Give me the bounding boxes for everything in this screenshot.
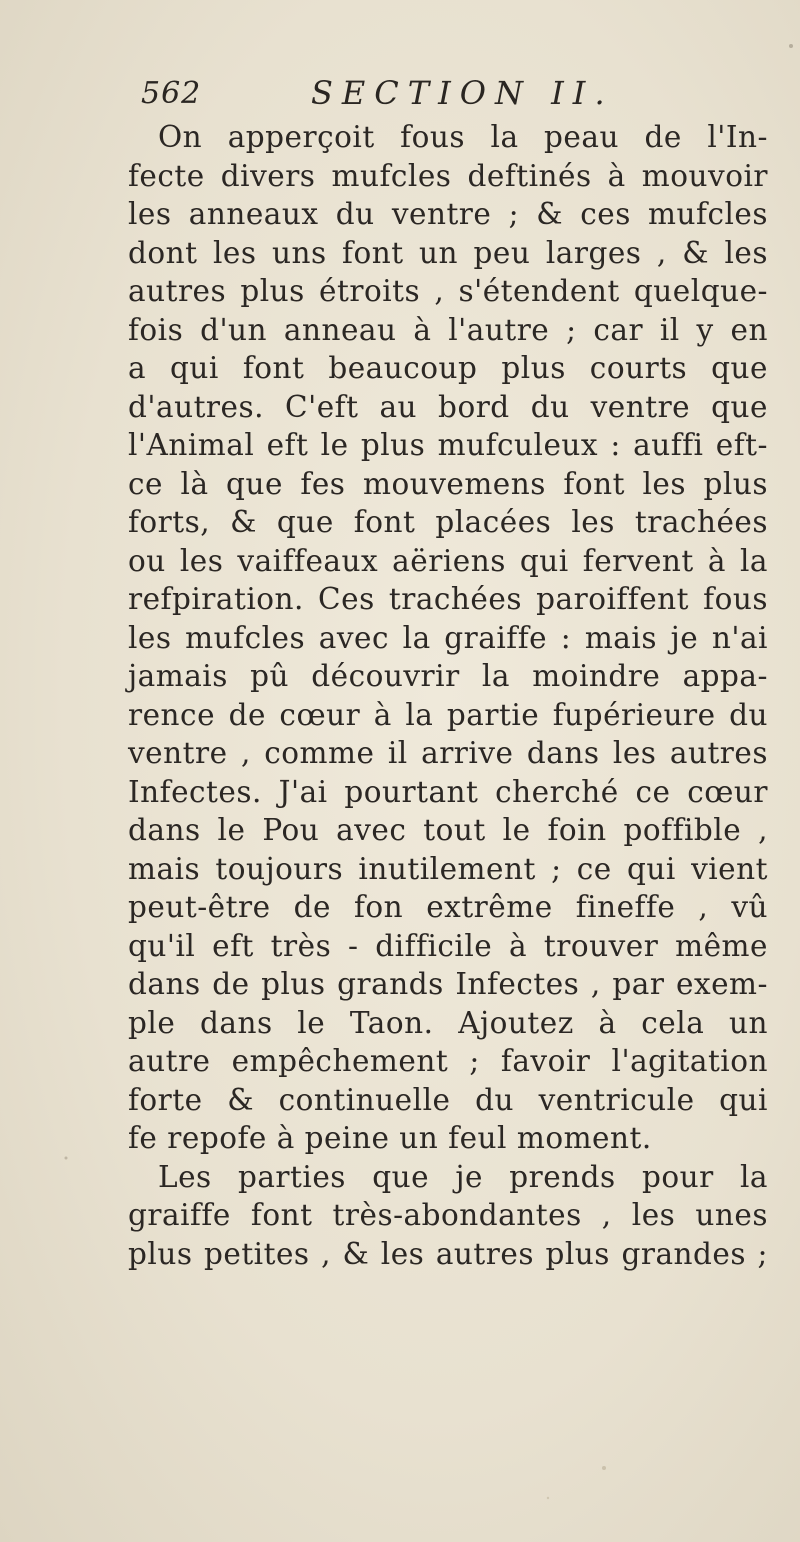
running-head: SECTION II.	[311, 74, 614, 112]
text-line: d'autres. C'eft au bord du ventre que	[128, 389, 768, 424]
text-line: plus petites , & les autres plus grandes ;	[128, 1236, 768, 1271]
text-line: a qui font beaucoup plus courts que	[128, 351, 768, 385]
text-line: On apperçoit fous la peau de l'In-	[158, 120, 768, 154]
text-line: Infectes. J'ai pourtant cherché ce cœur	[128, 774, 768, 809]
text-line: rence de cœur à la partie fupérieure du	[128, 697, 768, 732]
text-line: mais toujours inutilement ; ce qui vient	[128, 851, 768, 886]
text-line: Les parties que je prends pour la	[158, 1159, 768, 1194]
text-line: forte & continuelle du ventricule qui	[128, 1082, 768, 1117]
text-line: dont les uns font un peu larges , & les	[128, 235, 768, 270]
paragraph	[128, 1158, 768, 1274]
text-line: autre empêchement ; favoir l'agitation	[128, 1044, 768, 1078]
text-line: fois d'un anneau à l'autre ; car il y en	[128, 312, 768, 347]
text-line: autres plus étroits , s'étendent quelque-	[128, 274, 768, 308]
body-text	[128, 118, 768, 1273]
text-line: l'Animal eft le plus mufculeux : auffi eft-	[128, 428, 768, 462]
paragraph	[128, 118, 768, 1158]
text-line: ventre , comme il arrive dans les autres	[128, 736, 768, 770]
text-line: les anneaux du ventre ; & ces mufcles	[128, 197, 768, 231]
text-line: qu'il eft très - difficile à trouver même	[128, 928, 768, 963]
text-line: ce là que fes mouvemens font les plus	[128, 466, 768, 501]
text-line: les mufcles avec la graiffe : mais je n'ai	[128, 620, 768, 655]
text-line: graiffe font très-abondantes , les unes	[128, 1198, 768, 1232]
text-line: dans de plus grands Infectes , par exem-	[128, 967, 768, 1001]
text-line: peut-être de fon extrême fineffe , vû	[128, 890, 768, 924]
text-line: forts, & que font placées les trachées	[128, 505, 768, 539]
text-line: ple dans le Taon. Ajoutez à cela un	[128, 1005, 768, 1040]
text-line: refpiration. Ces trachées paroiffent fous	[128, 582, 768, 616]
text-line: fe repofe à peine un feul moment.	[128, 1121, 652, 1155]
text-line: ou les vaiffeaux aëriens qui fervent à la	[128, 543, 768, 578]
text-line: jamais pû découvrir la moindre appa-	[128, 659, 768, 693]
page-number: 562	[141, 76, 202, 111]
text-line: dans le Pou avec tout le foin poffible ,	[128, 813, 768, 847]
text-line: fecte divers mufcles deftinés à mouvoir	[128, 158, 768, 193]
page-header	[141, 72, 761, 116]
